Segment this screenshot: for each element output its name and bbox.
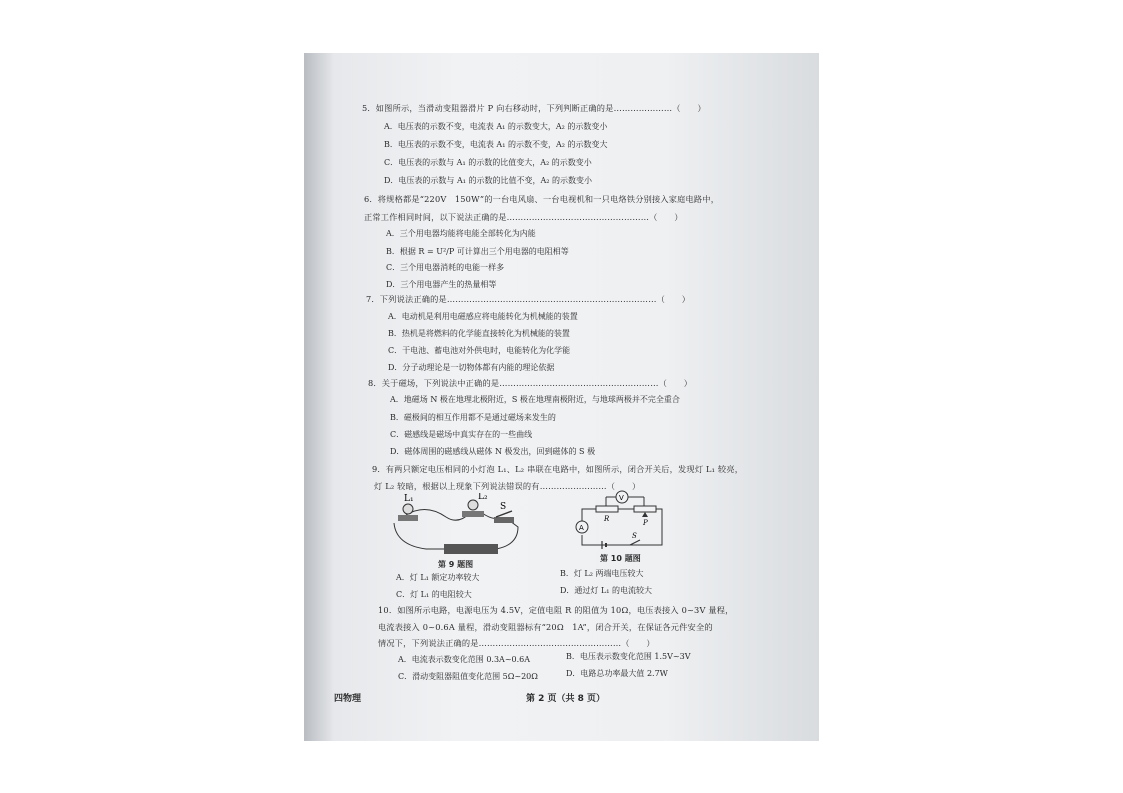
q7-option-a: A．电动机是利用电磁感应将电能转化为机械能的装置 <box>388 312 578 321</box>
label-l1: L₁ <box>404 494 414 504</box>
question-10-stem-line1: 10．如图所示电路，电源电压为 4.5V，定值电阻 R 的阻值为 10Ω，电压表接入 0~3V 量程， <box>378 605 734 615</box>
switch-base <box>494 517 514 523</box>
figure-9-caption: 第 9 题图 <box>438 560 474 569</box>
lamp-2-base <box>462 511 484 517</box>
q6-option-b: B．根据 R = U²/P 可计算出三个用电器的电阻相等 <box>386 247 569 256</box>
lamp-1-base <box>398 515 418 521</box>
q7-option-b: B．热机是将燃料的化学能直接转化为机械能的装置 <box>388 329 570 338</box>
figure-10-circuit <box>572 487 672 549</box>
question-9-stem-line1: 9．有两只额定电压相同的小灯泡 L₁、L₂ 串联在电路中，如图所示，闭合开关后，发现灯 L₁ 较亮， <box>372 464 744 474</box>
slider-arrow-icon <box>642 512 648 517</box>
label-s: S <box>500 502 507 512</box>
voltmeter-label: V <box>619 494 624 502</box>
question-7-stem: 7．下列说法正确的是…………………………………………………………………（ ） <box>366 294 691 304</box>
q5-option-b: B．电压表的示数不变，电流表 A₁ 的示数不变，A₂ 的示数变大 <box>384 140 608 149</box>
resistor-label: R <box>604 515 610 523</box>
q10-option-c: C．滑动变阻器阻值变化范围 5Ω~20Ω <box>398 672 538 681</box>
q7-option-c: C．干电池、蓄电池对外供电时，电能转化为化学能 <box>388 346 571 355</box>
q6-option-c: C．三个用电器消耗的电能一样多 <box>386 263 505 272</box>
q7-option-d: D．分子动理论是一切物体都有内能的理论依据 <box>388 363 555 372</box>
slider-label: P <box>643 519 648 527</box>
q10-option-a: A．电流表示数变化范围 0.3A~0.6A <box>398 655 531 664</box>
resistor-r <box>596 506 618 512</box>
battery-pack <box>444 544 498 554</box>
q10-option-b: B．电压表示数变化范围 1.5V~3V <box>566 652 691 661</box>
footer-subject: 四物理 <box>334 694 362 704</box>
question-5-stem: 5．如图所示，当滑动变阻器滑片 P 向右移动时，下列判断正确的是…………………（ ） <box>362 103 706 113</box>
q9-option-c: C．灯 L₁ 的电阻较大 <box>396 590 472 599</box>
figure-9-circuit <box>386 493 526 555</box>
q5-option-d: D．电压表的示数与 A₁ 的示数的比值不变，A₂ 的示数变小 <box>384 176 593 185</box>
q8-option-c: C．磁感线是磁场中真实存在的一些曲线 <box>390 430 533 439</box>
question-8-stem: 8．关于磁场，下列说法中正确的是…………………………………………………（ ） <box>368 378 693 388</box>
switch-label: S <box>632 532 637 540</box>
switch-s <box>630 540 640 545</box>
question-10-stem-line2: 电流表接入 0~0.6A 量程，滑动变阻器标有“20Ω 1A”，闭合开关，在保证各元件安全的 <box>378 622 713 632</box>
figure-10-caption: 第 10 题图 <box>600 554 641 563</box>
question-6-stem-line1: 6．将规格都是“220V 150W”的一台电风扇、一台电视机和一只电烙铁分别接入家庭电路中， <box>364 194 720 204</box>
question-9-stem-line2: 灯 L₂ 较暗，根据以上现象下列说法错误的有……………………（ ） <box>374 481 641 491</box>
lamp-2-bulb-icon <box>468 500 478 510</box>
q5-option-a: A．电压表的示数不变，电流表 A₁ 的示数变大，A₂ 的示数变小 <box>384 122 608 131</box>
q9-option-d: D．通过灯 L₁ 的电流较大 <box>560 586 653 595</box>
q8-option-a: A．地磁场 N 极在地理北极附近，S 极在地理南极附近，与地球两极并不完全重合 <box>390 395 680 404</box>
question-10-stem-line3: 情况下，下列说法正确的是……………………………………………（ ） <box>378 638 655 648</box>
q9-option-a: A．灯 L₁ 额定功率较大 <box>396 573 480 582</box>
q8-option-d: D．磁体周围的磁感线从磁体 N 极发出，回到磁体的 S 极 <box>390 447 596 456</box>
q9-option-b: B．灯 L₂ 两端电压较大 <box>560 569 644 578</box>
q8-option-b: B．磁极间的相互作用都不是通过磁场来发生的 <box>390 413 556 422</box>
rheostat <box>634 506 656 512</box>
lamp-1-bulb-icon <box>403 504 413 514</box>
q6-option-a: A．三个用电器均能将电能全部转化为内能 <box>386 229 536 238</box>
footer-page-number: 第 2 页（共 8 页） <box>526 694 606 704</box>
label-l2: L₂ <box>478 493 488 502</box>
exam-page <box>304 53 819 741</box>
question-6-stem-line2: 正常工作相同时间，以下说法正确的是……………………………………………（ ） <box>364 212 683 222</box>
q6-option-d: D．三个用电器产生的热量相等 <box>386 280 497 289</box>
q10-option-d: D．电路总功率最大值 2.7W <box>566 669 668 678</box>
ammeter-label: A <box>579 524 584 532</box>
q5-option-c: C．电压表的示数与 A₁ 的示数的比值变大，A₂ 的示数变小 <box>384 158 592 167</box>
